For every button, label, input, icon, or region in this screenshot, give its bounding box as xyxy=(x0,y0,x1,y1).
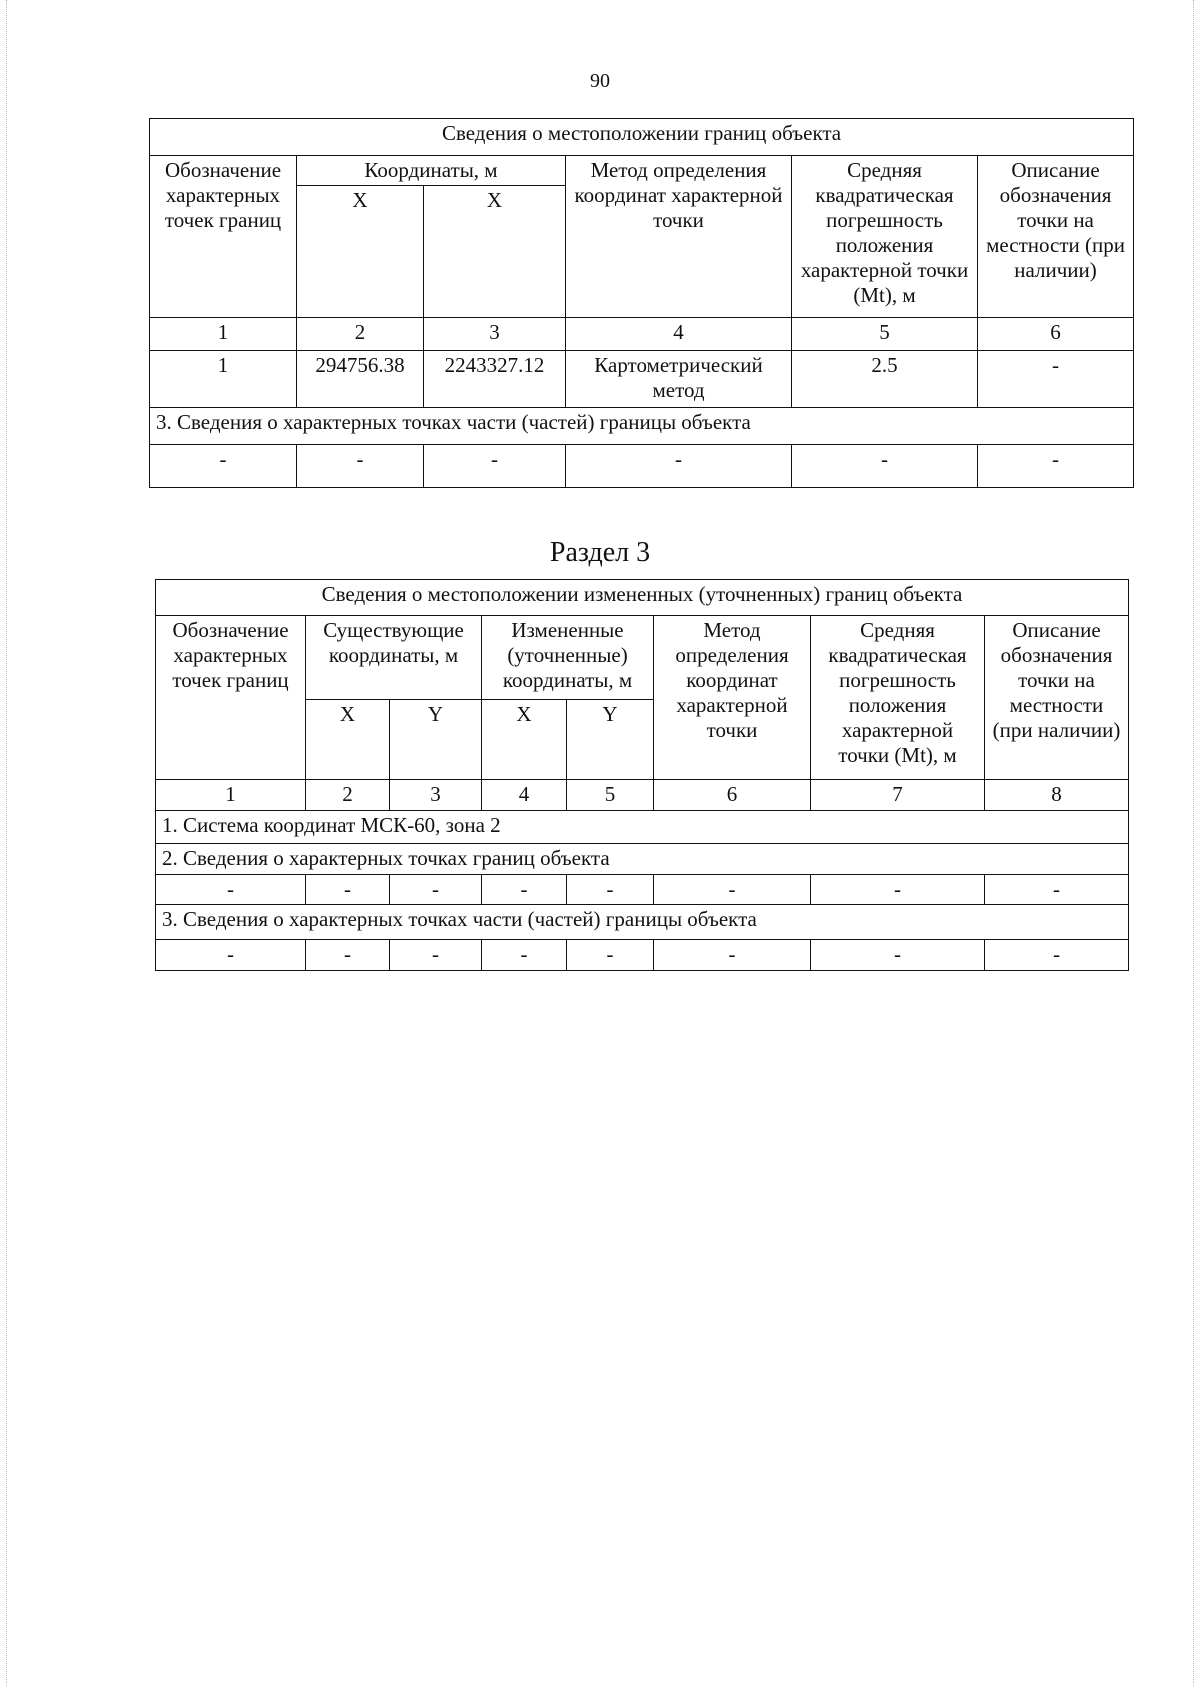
column-number: 7 xyxy=(811,780,985,811)
table-cell: - xyxy=(792,445,978,488)
column-number: 1 xyxy=(150,318,297,351)
table-cell: - xyxy=(985,940,1129,971)
column-number: 3 xyxy=(390,780,482,811)
scan-binding-edge-left xyxy=(0,0,7,1686)
column-number: 2 xyxy=(297,318,424,351)
header-method: Метод определения координат характерной точки xyxy=(654,616,811,780)
table-cell: - xyxy=(567,875,654,905)
column-number: 2 xyxy=(306,780,390,811)
table-cell: - xyxy=(985,875,1129,905)
header-point-designation: Обозначение характерных точек границ xyxy=(156,616,306,780)
table-cell: Картометрический метод xyxy=(566,351,792,408)
table-title: Сведения о местоположении границ объекта xyxy=(150,119,1134,156)
column-number: 4 xyxy=(482,780,567,811)
header-y: Y xyxy=(567,700,654,780)
table-cell: - xyxy=(654,875,811,905)
header-x: X xyxy=(482,700,567,780)
header-coordinates: Координаты, м xyxy=(297,156,566,186)
header-description: Описание обозначения точки на местности (при наличии) xyxy=(978,156,1134,318)
section-row-label: 2. Сведения о характерных точках границ объекта xyxy=(156,844,1129,875)
table-cell: - xyxy=(482,940,567,971)
table-cell: - xyxy=(390,875,482,905)
header-x: X xyxy=(306,700,390,780)
table-cell: - xyxy=(306,940,390,971)
scan-binding-edge-right xyxy=(1193,0,1200,1686)
table-cell: - xyxy=(654,940,811,971)
section-row-label: 3. Сведения о характерных точках части (частей) границы объекта xyxy=(150,408,1134,445)
table-title: Сведения о местоположении измененных (уточненных) границ объекта xyxy=(156,580,1129,616)
table-cell: - xyxy=(811,940,985,971)
column-number: 4 xyxy=(566,318,792,351)
column-number: 3 xyxy=(424,318,566,351)
table-cell: - xyxy=(156,940,306,971)
table-cell: - xyxy=(811,875,985,905)
header-description: Описание обозначения точки на местности (при наличии) xyxy=(985,616,1129,780)
table-cell: 2243327.12 xyxy=(424,351,566,408)
table-cell: - xyxy=(156,875,306,905)
header-error: Средняя квадратическая погрешность положения характерной точки (Mt), м xyxy=(811,616,985,780)
header-x: X xyxy=(297,186,424,318)
changed-boundary-location-table xyxy=(155,579,1129,971)
table-cell: - xyxy=(978,351,1134,408)
table-cell: - xyxy=(482,875,567,905)
header-y: Y xyxy=(390,700,482,780)
header-point-designation: Обозначение характерных точек границ xyxy=(150,156,297,318)
table-cell: - xyxy=(150,445,297,488)
column-number: 6 xyxy=(654,780,811,811)
coordinate-system-label: 1. Система координат МСК-60, зона 2 xyxy=(156,811,1129,844)
column-number: 6 xyxy=(978,318,1134,351)
page-number: 90 xyxy=(590,70,610,92)
section-title: Раздел 3 xyxy=(549,537,651,568)
header-existing-coordinates: Существующие координаты, м xyxy=(306,616,482,700)
column-number: 5 xyxy=(567,780,654,811)
table-cell: - xyxy=(978,445,1134,488)
boundary-location-table xyxy=(149,118,1134,488)
table-cell: - xyxy=(566,445,792,488)
header-x: X xyxy=(424,186,566,318)
header-error: Средняя квадратическая погрешность положения характерной точки (Mt), м xyxy=(792,156,978,318)
section-row-label: 3. Сведения о характерных точках части (частей) границы объекта xyxy=(156,905,1129,940)
table-cell: - xyxy=(390,940,482,971)
header-method: Метод определения координат характерной точки xyxy=(566,156,792,318)
column-number: 1 xyxy=(156,780,306,811)
table-cell: 2.5 xyxy=(792,351,978,408)
table-cell: - xyxy=(567,940,654,971)
table-cell: - xyxy=(424,445,566,488)
table-cell: - xyxy=(306,875,390,905)
column-number: 8 xyxy=(985,780,1129,811)
column-number: 5 xyxy=(792,318,978,351)
table-cell: - xyxy=(297,445,424,488)
table-cell: 294756.38 xyxy=(297,351,424,408)
table-cell: 1 xyxy=(150,351,297,408)
header-changed-coordinates: Измененные (уточненные) координаты, м xyxy=(482,616,654,700)
